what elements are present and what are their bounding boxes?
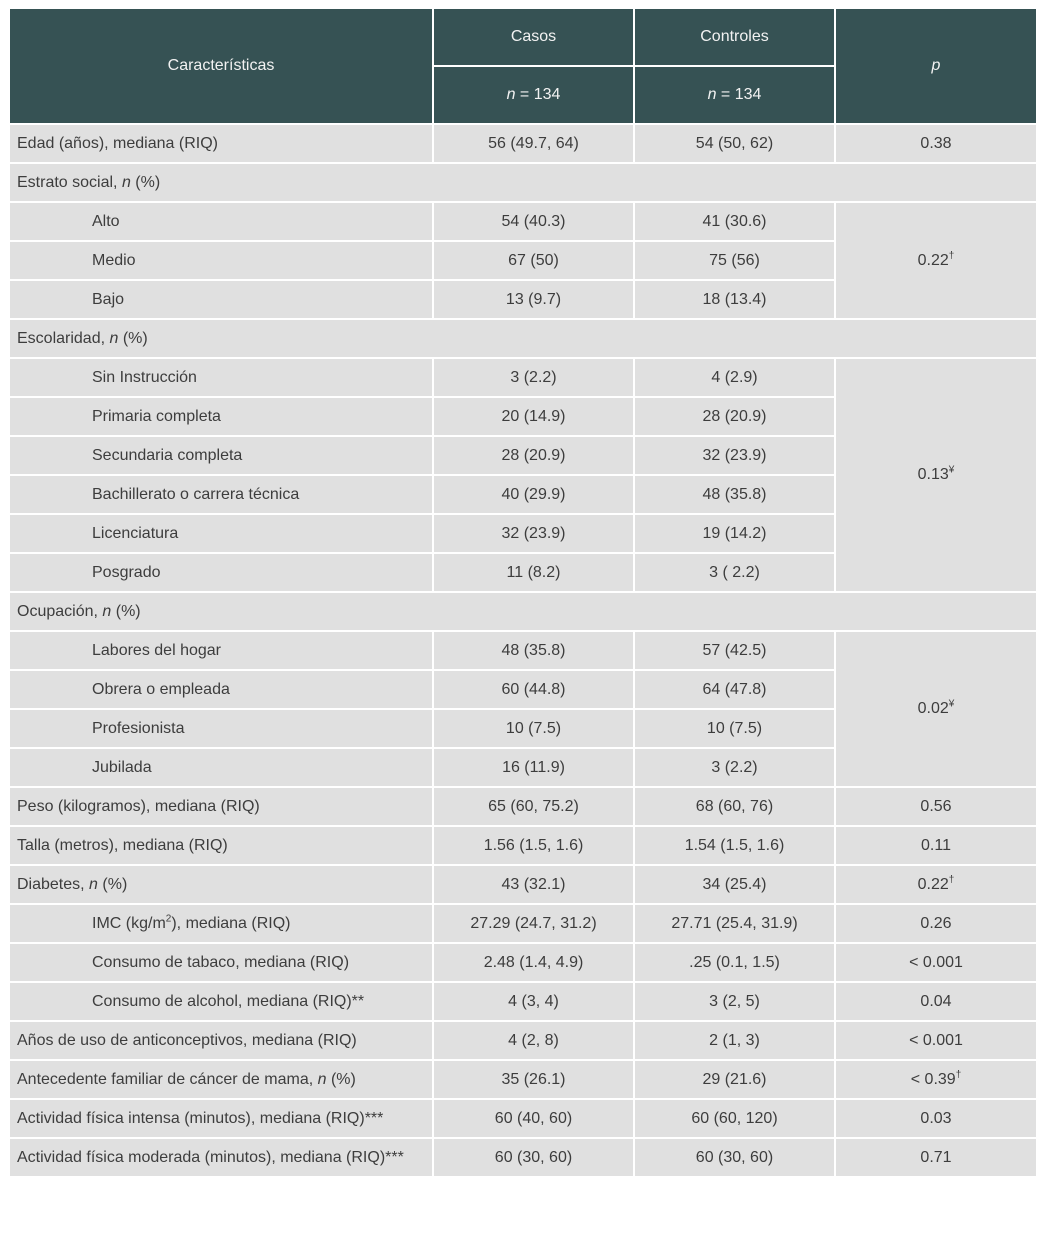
table-row: Licenciatura 32 (23.9) 19 (14.2) [9,514,1037,553]
table-row: Profesionista 10 (7.5) 10 (7.5) [9,709,1037,748]
table-row: Antecedente familiar de cáncer de mama, n (%) 35 (26.1) 29 (21.6) < 0.39† [9,1060,1037,1099]
table-row: Consumo de alcohol, mediana (RIQ)** 4 (3, 4) 3 (2, 5) 0.04 [9,982,1037,1021]
table-row: Bachillerato o carrera técnica 40 (29.9) 48 (35.8) [9,475,1037,514]
header-p: p [835,8,1037,124]
table-row: Sin Instrucción 3 (2.2) 4 (2.9) 0.13¥ [9,358,1037,397]
section-row: Estrato social, n (%) [9,163,1037,202]
header-n-casos: n = 134 [433,66,634,124]
table-row: Jubilada 16 (11.9) 3 (2.2) [9,748,1037,787]
table-row: Bajo 13 (9.7) 18 (13.4) [9,280,1037,319]
table-row: Primaria completa 20 (14.9) 28 (20.9) [9,397,1037,436]
table-row: Diabetes, n (%) 43 (32.1) 34 (25.4) 0.22† [9,865,1037,904]
header-controles: Controles [634,8,835,66]
p-value-ocupacion: 0.02¥ [835,631,1037,787]
table-row: Secundaria completa 28 (20.9) 32 (23.9) [9,436,1037,475]
table-row: Talla (metros), mediana (RIQ) 1.56 (1.5, 1.6) 1.54 (1.5, 1.6) 0.11 [9,826,1037,865]
table-row: Peso (kilogramos), mediana (RIQ) 65 (60, 75.2) 68 (60, 76) 0.56 [9,787,1037,826]
table-row: Obrera o empleada 60 (44.8) 64 (47.8) [9,670,1037,709]
p-value-estrato: 0.22† [835,202,1037,319]
table-row: Medio 67 (50) 75 (56) [9,241,1037,280]
table-row: Actividad física moderada (minutos), mediana (RIQ)*** 60 (30, 60) 60 (30, 60) 0.71 [9,1138,1037,1177]
table-row: Consumo de tabaco, mediana (RIQ) 2.48 (1.4, 4.9) .25 (0.1, 1.5) < 0.001 [9,943,1037,982]
table-row: Edad (años), mediana (RIQ) 56 (49.7, 64) 54 (50, 62) 0.38 [9,124,1037,163]
section-row: Ocupación, n (%) [9,592,1037,631]
header-caracteristicas: Características [9,8,433,124]
table-row: Años de uso de anticonceptivos, mediana (RIQ) 4 (2, 8) 2 (1, 3) < 0.001 [9,1021,1037,1060]
table-row: Posgrado 11 (8.2) 3 ( 2.2) [9,553,1037,592]
table-row: Labores del hogar 48 (35.8) 57 (42.5) 0.02¥ [9,631,1037,670]
table-row: Actividad física intensa (minutos), mediana (RIQ)*** 60 (40, 60) 60 (60, 120) 0.03 [9,1099,1037,1138]
table-row: IMC $(kg/m^2)$, mediana (RIQ) 27.29 (24.7, 31.2) 27.71 (25.4, 31.9) 0.26 [9,904,1037,943]
header-casos: Casos [433,8,634,66]
header-n-controles: n = 134 [634,66,835,124]
section-row: Escolaridad, n (%) [9,319,1037,358]
characteristics-table [8,7,1038,1178]
p-value-escolaridad: 0.13¥ [835,358,1037,592]
table-row: Alto 54 (40.3) 41 (30.6) 0.22† [9,202,1037,241]
